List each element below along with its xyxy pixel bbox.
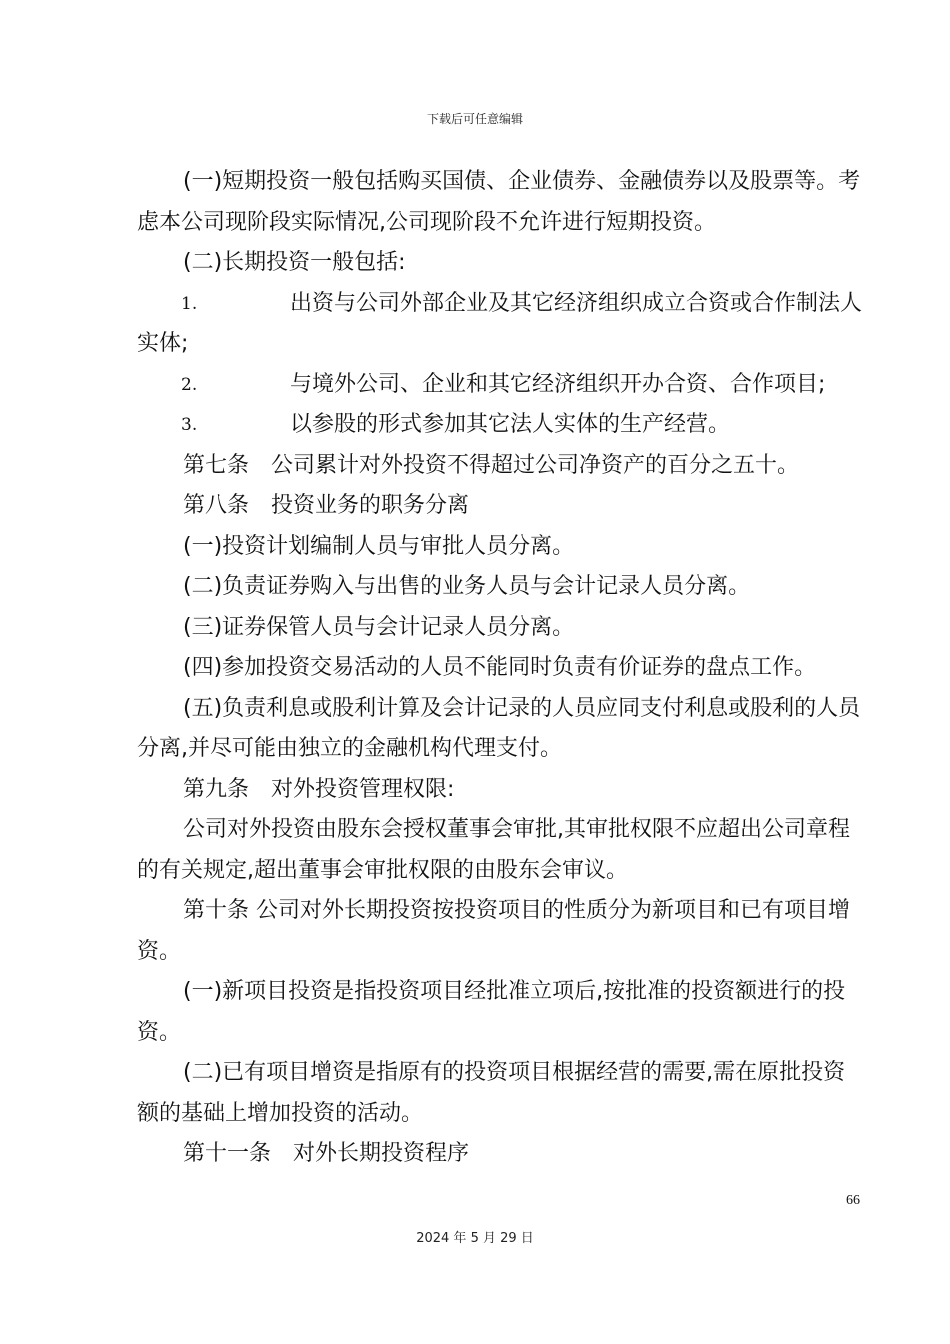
article-10: 第十条 公司对外长期投资按投资项目的性质分为新项目和已有项目增资。 <box>137 898 850 964</box>
article-8-item-3: (三)证券保管人员与会计记录人员分离。 <box>183 614 575 640</box>
list-item-text: 与境外公司、企业和其它经济组织开办合资、合作项目; <box>290 371 826 397</box>
footer-date: 2024 年 5 月 29 日 <box>416 1231 534 1246</box>
page-number: 66 <box>846 1193 860 1208</box>
paragraph-short-term-investment: (一)短期投资一般包括购买国债、企业债券、金融债券以及股票等。考虑本公司现阶段实际情况,公司现阶段不允许进行短期投资。 <box>137 169 861 235</box>
article-8-item-1: (一)投资计划编制人员与审批人员分离。 <box>183 533 575 559</box>
list-item-number: 3. <box>181 415 198 435</box>
list-item <box>137 284 862 365</box>
document-body <box>137 162 862 1175</box>
list-item-text: 出资与公司外部企业及其它经济组织成立合资或合作制法人实体; <box>137 290 863 356</box>
paragraph-long-term-investment: (二)长期投资一般包括: <box>183 250 406 275</box>
article-10-item-2: (二)已有项目增资是指原有的投资项目根据经营的需要,需在原批投资额的基础上增加投资的活动。 <box>137 1060 846 1126</box>
article-8-item-4: (四)参加投资交易活动的人员不能同时负责有价证券的盘点工作。 <box>183 655 817 680</box>
article-10-item-1: (一)新项目投资是指投资项目经批准立项后,按批准的投资额进行的投资。 <box>137 979 846 1045</box>
list-item-number: 2. <box>181 374 198 395</box>
article-7: 第七条 公司累计对外投资不得超过公司净资产的百分之五十。 <box>183 452 800 478</box>
header-note: 下载后可任意编辑 <box>426 112 523 126</box>
article-8-item-5: (五)负责利息或股利计算及会计记录的人员应同支付利息或股利的人员分离,并尽可能由独立的金融机构代理支付。 <box>137 695 861 761</box>
list-item <box>137 365 862 406</box>
article-9-heading: 第九条 对外投资管理权限: <box>183 776 455 802</box>
list-item <box>137 405 862 446</box>
list-item-text: 以参股的形式参加其它法人实体的生产经营。 <box>290 412 731 437</box>
article-8-item-2: (二)负责证券购入与出售的业务人员与会计记录人员分离。 <box>183 574 751 599</box>
article-11-heading: 第十一条 对外长期投资程序 <box>183 1141 470 1166</box>
list-item-number: 1. <box>181 293 198 314</box>
article-8-heading: 第八条 投资业务的职务分离 <box>183 493 470 518</box>
article-9-body: 公司对外投资由股东会授权董事会审批,其审批权限不应超出公司章程的有关规定,超出董事会审批权限的由股东会审议。 <box>137 817 850 883</box>
